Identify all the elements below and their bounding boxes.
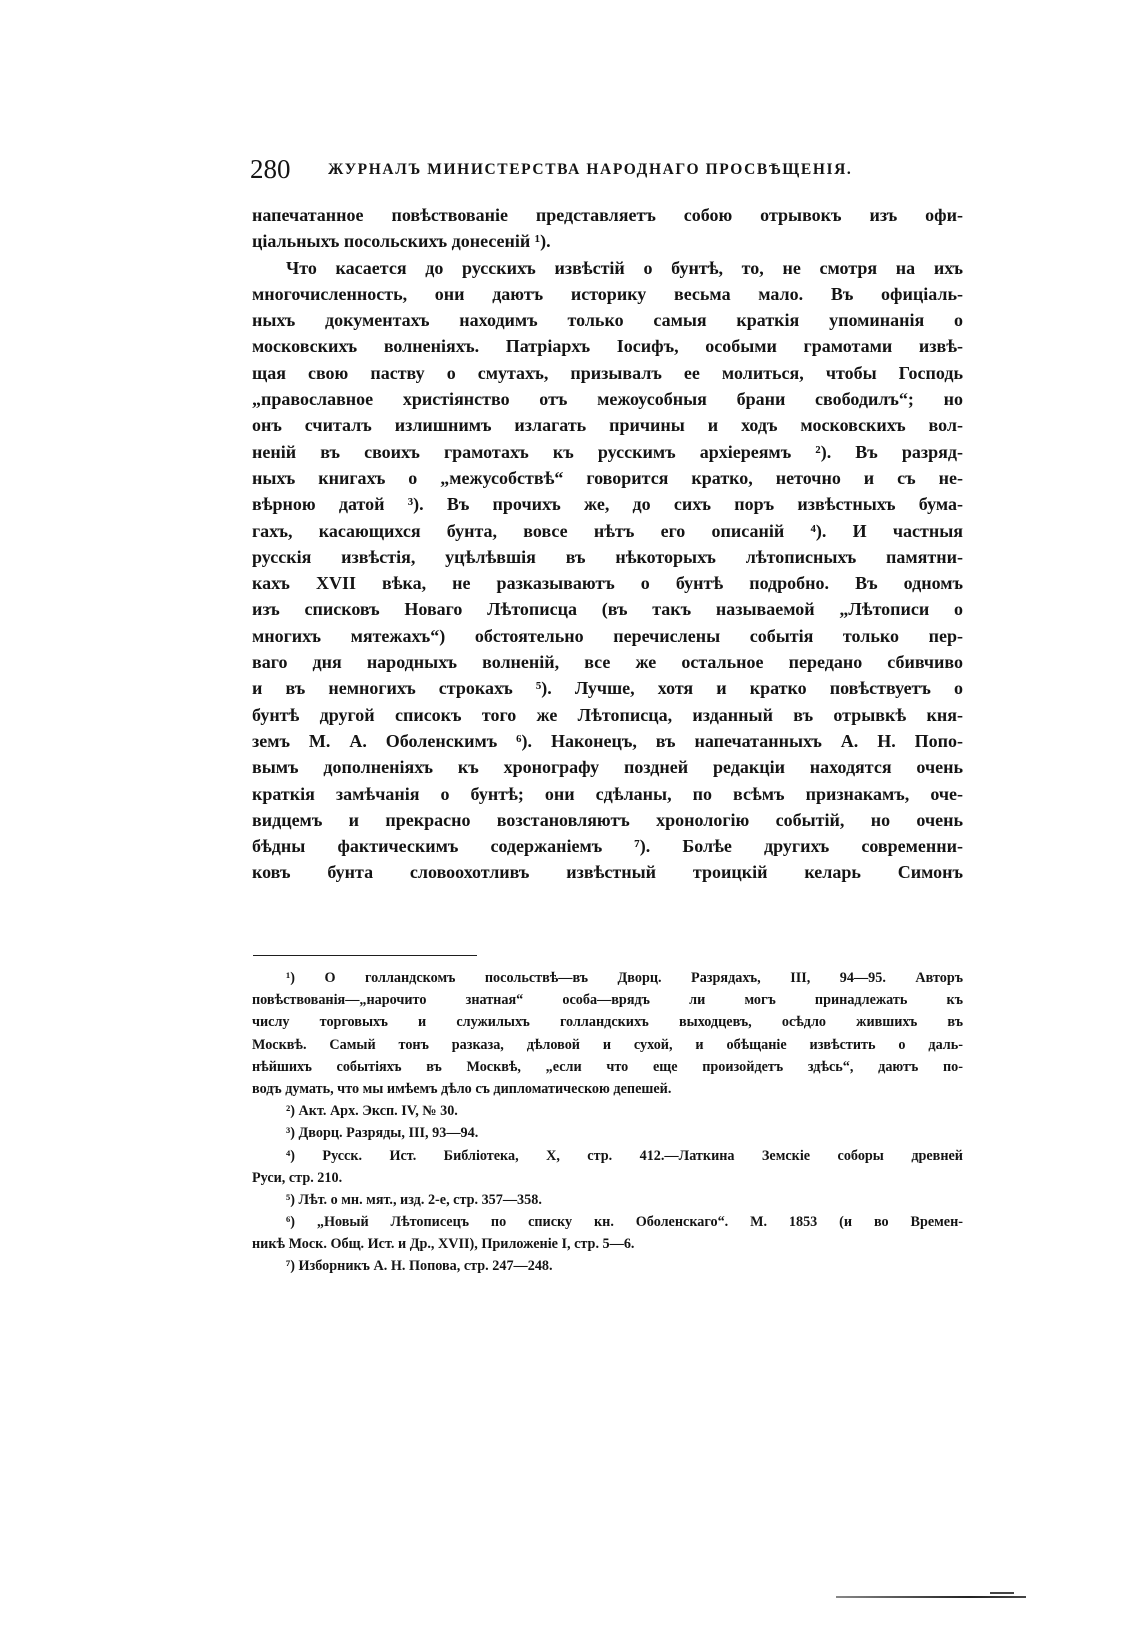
footnote-line: Москвѣ. Самый тонъ разказа, дѣловой и сухой, и обѣщаніе извѣстить о даль-: [252, 1036, 963, 1053]
footnote-line: ⁵) Лѣт. о мн. мят., изд. 2-е, стр. 357—358.: [286, 1191, 542, 1208]
text-line: кахъ XVII вѣка, не разказываютъ о бунтѣ подробно. Въ одномъ: [252, 573, 963, 594]
footnote-line: ⁶) „Новый Лѣтописецъ по списку кн. Оболенскаго“. М. 1853 (и во Времен-: [286, 1214, 963, 1231]
text-line: вымъ дополненіяхъ къ хронографу поздней редакціи находятся очень: [252, 757, 963, 778]
text-line: напечатанное повѣствованіе представляетъ собою отрывокъ изъ офи-: [252, 205, 963, 225]
text-line: земъ М. А. Оболенскимъ ⁶). Наконецъ, въ напечатанныхъ А. Н. Попо-: [252, 730, 963, 751]
footnote-line: повѣствованія—„нарочито знатная“ особа—врядъ ли могъ принадлежать къ: [252, 992, 963, 1009]
text-line: неній въ своихъ грамотахъ къ русскимъ архіереямъ ²). Въ разряд-: [252, 441, 963, 462]
footnote-separator: [253, 955, 477, 956]
scan-mark: [836, 1596, 1026, 1598]
footnote-line: нѣйшихъ событіяхъ въ Москвѣ, „если что еще произойдетъ здѣсь“, даютъ по-: [252, 1058, 963, 1075]
text-line: русскія извѣстія, уцѣлѣвшія въ нѣкоторыхъ лѣтописныхъ памятни-: [252, 546, 963, 567]
main-text: [252, 202, 963, 886]
text-line: вѣрною датой ³). Въ прочихъ же, до сихъ поръ извѣстныхъ бума-: [252, 494, 963, 515]
text-line: ковъ бунта словоохотливъ извѣстный троицкій келарь Симонъ: [252, 862, 963, 883]
text-line: ныхъ книгахъ о „межусобствѣ“ говорится кратко, неточно и съ не-: [252, 467, 963, 488]
text-line: бѣдны фактическимъ содержаніемъ ⁷). Болѣе другихъ современни-: [252, 836, 963, 857]
text-line: ныхъ документахъ находимъ только самыя краткія упоминанія о: [252, 310, 963, 331]
footnote-line: числу торговыхъ и служилыхъ голландскихъ выходцевъ, осѣдло жившихъ въ: [252, 1014, 963, 1031]
footnote-line: водъ думать, что мы имѣемъ дѣло съ дипломатическою депешей.: [252, 1080, 672, 1097]
footnote-line: ¹) О голландскомъ посольствѣ—въ Дворц. Разрядахъ, III, 94—95. Авторъ: [286, 970, 963, 986]
footnotes: [252, 967, 963, 1278]
running-title: ЖУРНАЛЪ МИНИСТЕРСТВА НАРОДНАГО ПРОСВѢЩЕНІЯ.: [328, 161, 853, 178]
text-line: Что касается до русскихъ извѣстій о бунтѣ, то, не смотря на ихъ: [286, 257, 963, 278]
text-line: ціальныхъ посольскихъ донесеній ¹).: [252, 231, 551, 252]
text-line: многихъ мятежахъ“) обстоятельно перечислены событія только пер-: [252, 625, 963, 646]
text-line: краткія замѣчанія о бунтѣ; они сдѣланы, по всѣмъ признакамъ, оче-: [252, 783, 963, 804]
footnote-line: никѣ Моск. Общ. Ист. и Др., XVII), Приложеніе I, стр. 5—6.: [252, 1236, 635, 1253]
scan-mark-small: [990, 1592, 1014, 1594]
page-header: [250, 152, 963, 186]
text-line: „православное христіянство отъ межоусобныя брани свободилъ“; но: [252, 389, 963, 410]
text-line: и въ немногихъ строкахъ ⁵). Лучше, хотя и кратко повѣствуетъ о: [252, 678, 963, 699]
text-line: изъ списковъ Новаго Лѣтописца (въ такъ называемой „Лѣтописи о: [252, 599, 963, 620]
text-line: бунтѣ другой списокъ того же Лѣтописца, изданный въ отрывкѣ кня-: [252, 704, 963, 725]
text-line: московскихъ волненіяхъ. Патріархъ Іосифъ, особыми грамотами извѣ-: [252, 336, 963, 357]
text-line: щая свою паству о смутахъ, призывалъ ее молиться, чтобы Господь: [252, 362, 963, 383]
text-line: многочисленность, они даютъ историку весьма мало. Въ офиціаль-: [252, 283, 963, 304]
footnote-line: ³) Дворц. Разряды, III, 93—94.: [286, 1125, 479, 1142]
text-line: онъ считалъ излишнимъ излагать причины и ходъ московскихъ вол-: [252, 415, 963, 436]
text-line: гахъ, касающихся бунта, вовсе нѣтъ его описаній ⁴). И частныя: [252, 520, 963, 541]
footnote-line: Руси, стр. 210.: [252, 1169, 343, 1186]
page-number: 280: [250, 154, 291, 184]
footnote-line: ²) Акт. Арх. Эксп. IV, № 30.: [286, 1103, 458, 1120]
text-line: видцемъ и прекрасно возстановляютъ хронологію событій, но очень: [252, 809, 963, 830]
footnote-line: ⁷) Изборникъ А. Н. Попова, стр. 247—248.: [286, 1258, 553, 1275]
footnote-line: ⁴) Русск. Ист. Библіотека, X, стр. 412.—Латкина Земскіе соборы древней: [286, 1147, 963, 1164]
text-line: ваго дня народныхъ волненій, все же остальное передано сбивчиво: [252, 652, 963, 673]
